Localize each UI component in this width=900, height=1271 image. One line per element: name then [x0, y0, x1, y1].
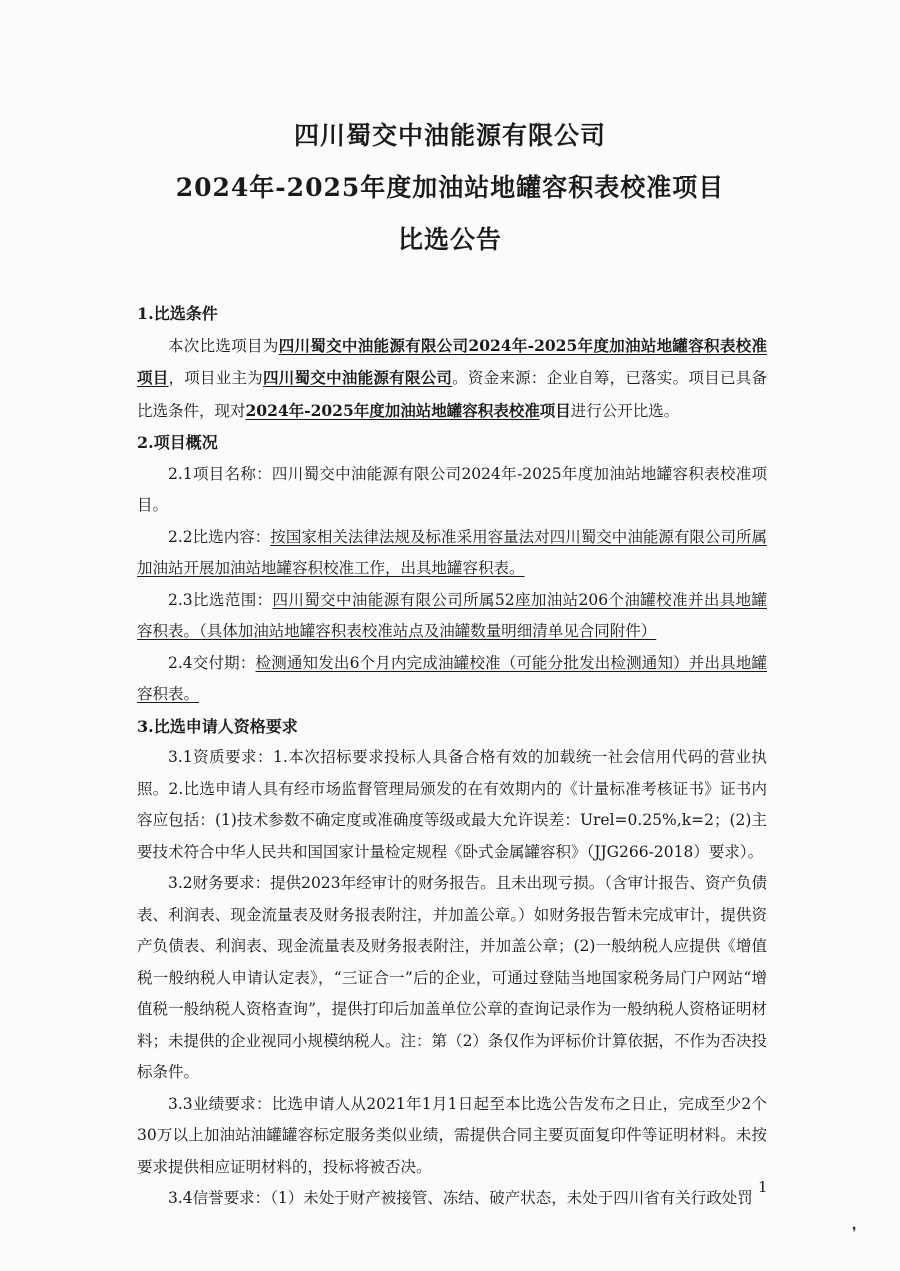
underlined-text: 按国家相关法律法规及标准采用容量法对四川蜀交中油能源有限公司所属加油站开展加油站地罐容积校准工作，出具地罐容积表。	[137, 527, 767, 577]
paragraph-2-1: 2.1项目名称：四川蜀交中油能源有限公司2024年-2025年度加油站地罐容积表校准项目。	[137, 464, 767, 514]
paragraph-2-3	[137, 585, 767, 648]
text-span: 。资金来源：企业自筹，已落实。项目已具备比选条件，现对	[137, 369, 767, 420]
text-span: ，项目业主为	[168, 369, 264, 387]
underlined-project-name: 四川蜀交中油能源有限公司2024年-2025年度加油站地罐容积表校准项目	[137, 335, 767, 387]
underlined-text: 检测通知发出6个月内完成油罐校准（可能分批发出检测通知）并出具地罐容积表。	[137, 653, 767, 703]
scan-mark-icon: ❜	[852, 1225, 857, 1241]
section-heading-2: 2.项目概况	[137, 433, 218, 452]
paragraph-2-2	[137, 522, 767, 585]
document-body	[137, 298, 767, 1215]
section-1-paragraph	[137, 330, 767, 428]
paragraph-2-4	[137, 648, 767, 711]
text-span: 2.2比选内容：	[168, 527, 271, 546]
paragraph-3-1: 3.1资质要求：1.本次招标要求投标人具备合格有效的加载统一社会信用代码的营业执照。2.比选申请人具有经市场监督管理局颁发的在有效期内的《计量标准考核证书》证书内容应包括：(1)技术参数不确定度或准确度等级或最大允许误差：Urel=0.25%,k=2；(2)主要技术符合中华人民共和国国家计量检定规程《卧式金属罐容积》（JJG266-2018）要求）。	[137, 748, 767, 861]
title-company: 四川蜀交中油能源有限公司	[293, 121, 606, 150]
text-span: 本次比选项目为	[168, 336, 279, 355]
section-heading-3: 3.比选申请人资格要求	[137, 716, 298, 736]
underlined-owner-name: 四川蜀交中油能源有限公司	[263, 368, 453, 387]
page-number: 1	[758, 1178, 768, 1196]
paragraph-3-3: 3.3业绩要求：比选申请人从2021年1月1日起至本比选公告发布之日止，完成至少2个30万以上加油站油罐罐容标定服务类似业绩，需提供合同主要页面复印件等证明材料。未按要求提供相应证明材料的，投标将被否决。	[137, 1094, 767, 1176]
section-heading-1: 1.比选条件	[137, 304, 218, 323]
underlined-text: 四川蜀交中油能源有限公司所属52座加油站206个油罐校准并出具地罐容积表。（具体加油站地罐容积表校准站点及油罐数量明细清单见合同附件）	[137, 590, 768, 640]
title-doc-type: 比选公告	[397, 225, 502, 254]
underlined-project-short: 2024年-2025年度加油站地罐容积表校准	[245, 400, 540, 420]
text-span: 2.4交付期：	[168, 653, 256, 672]
text-span: 2.3比选范围：	[168, 590, 273, 609]
paragraph-3-4: 3.4信誉要求：（1）未处于财产被接管、冻结、破产状态，未处于四川省有关行政处罚	[168, 1189, 753, 1207]
text-span: 项目	[539, 400, 571, 420]
text-span: 进行公开比选。	[570, 401, 680, 420]
paragraph-3-2: 3.2财务要求：提供2023年经审计的财务报告。且未出现亏损。（含审计报告、资产负债表、利润表、现金流量表及财务报表附注，并加盖公章。）如财务报告暂未完成审计，提供资产负债表、利润表、现金流量表及财务报表附注，并加盖公章；(2)一般纳税人应提供《增值税一般纳税人申请认定表》，“三证合一”后的企业，可通过登陆当地国家税务局门户网站“增值税一般纳税人资格查询”，提供打印后加盖单位公章的查询记录作为一般纳税人资格证明材料；未提供的企业视同小规模纳税人。注：第（2）条仅作为评标价计算依据，不作为否决投标条件。	[137, 874, 767, 1081]
title-project: 2024年-2025年度加油站地罐容积表校准项目	[175, 173, 725, 202]
